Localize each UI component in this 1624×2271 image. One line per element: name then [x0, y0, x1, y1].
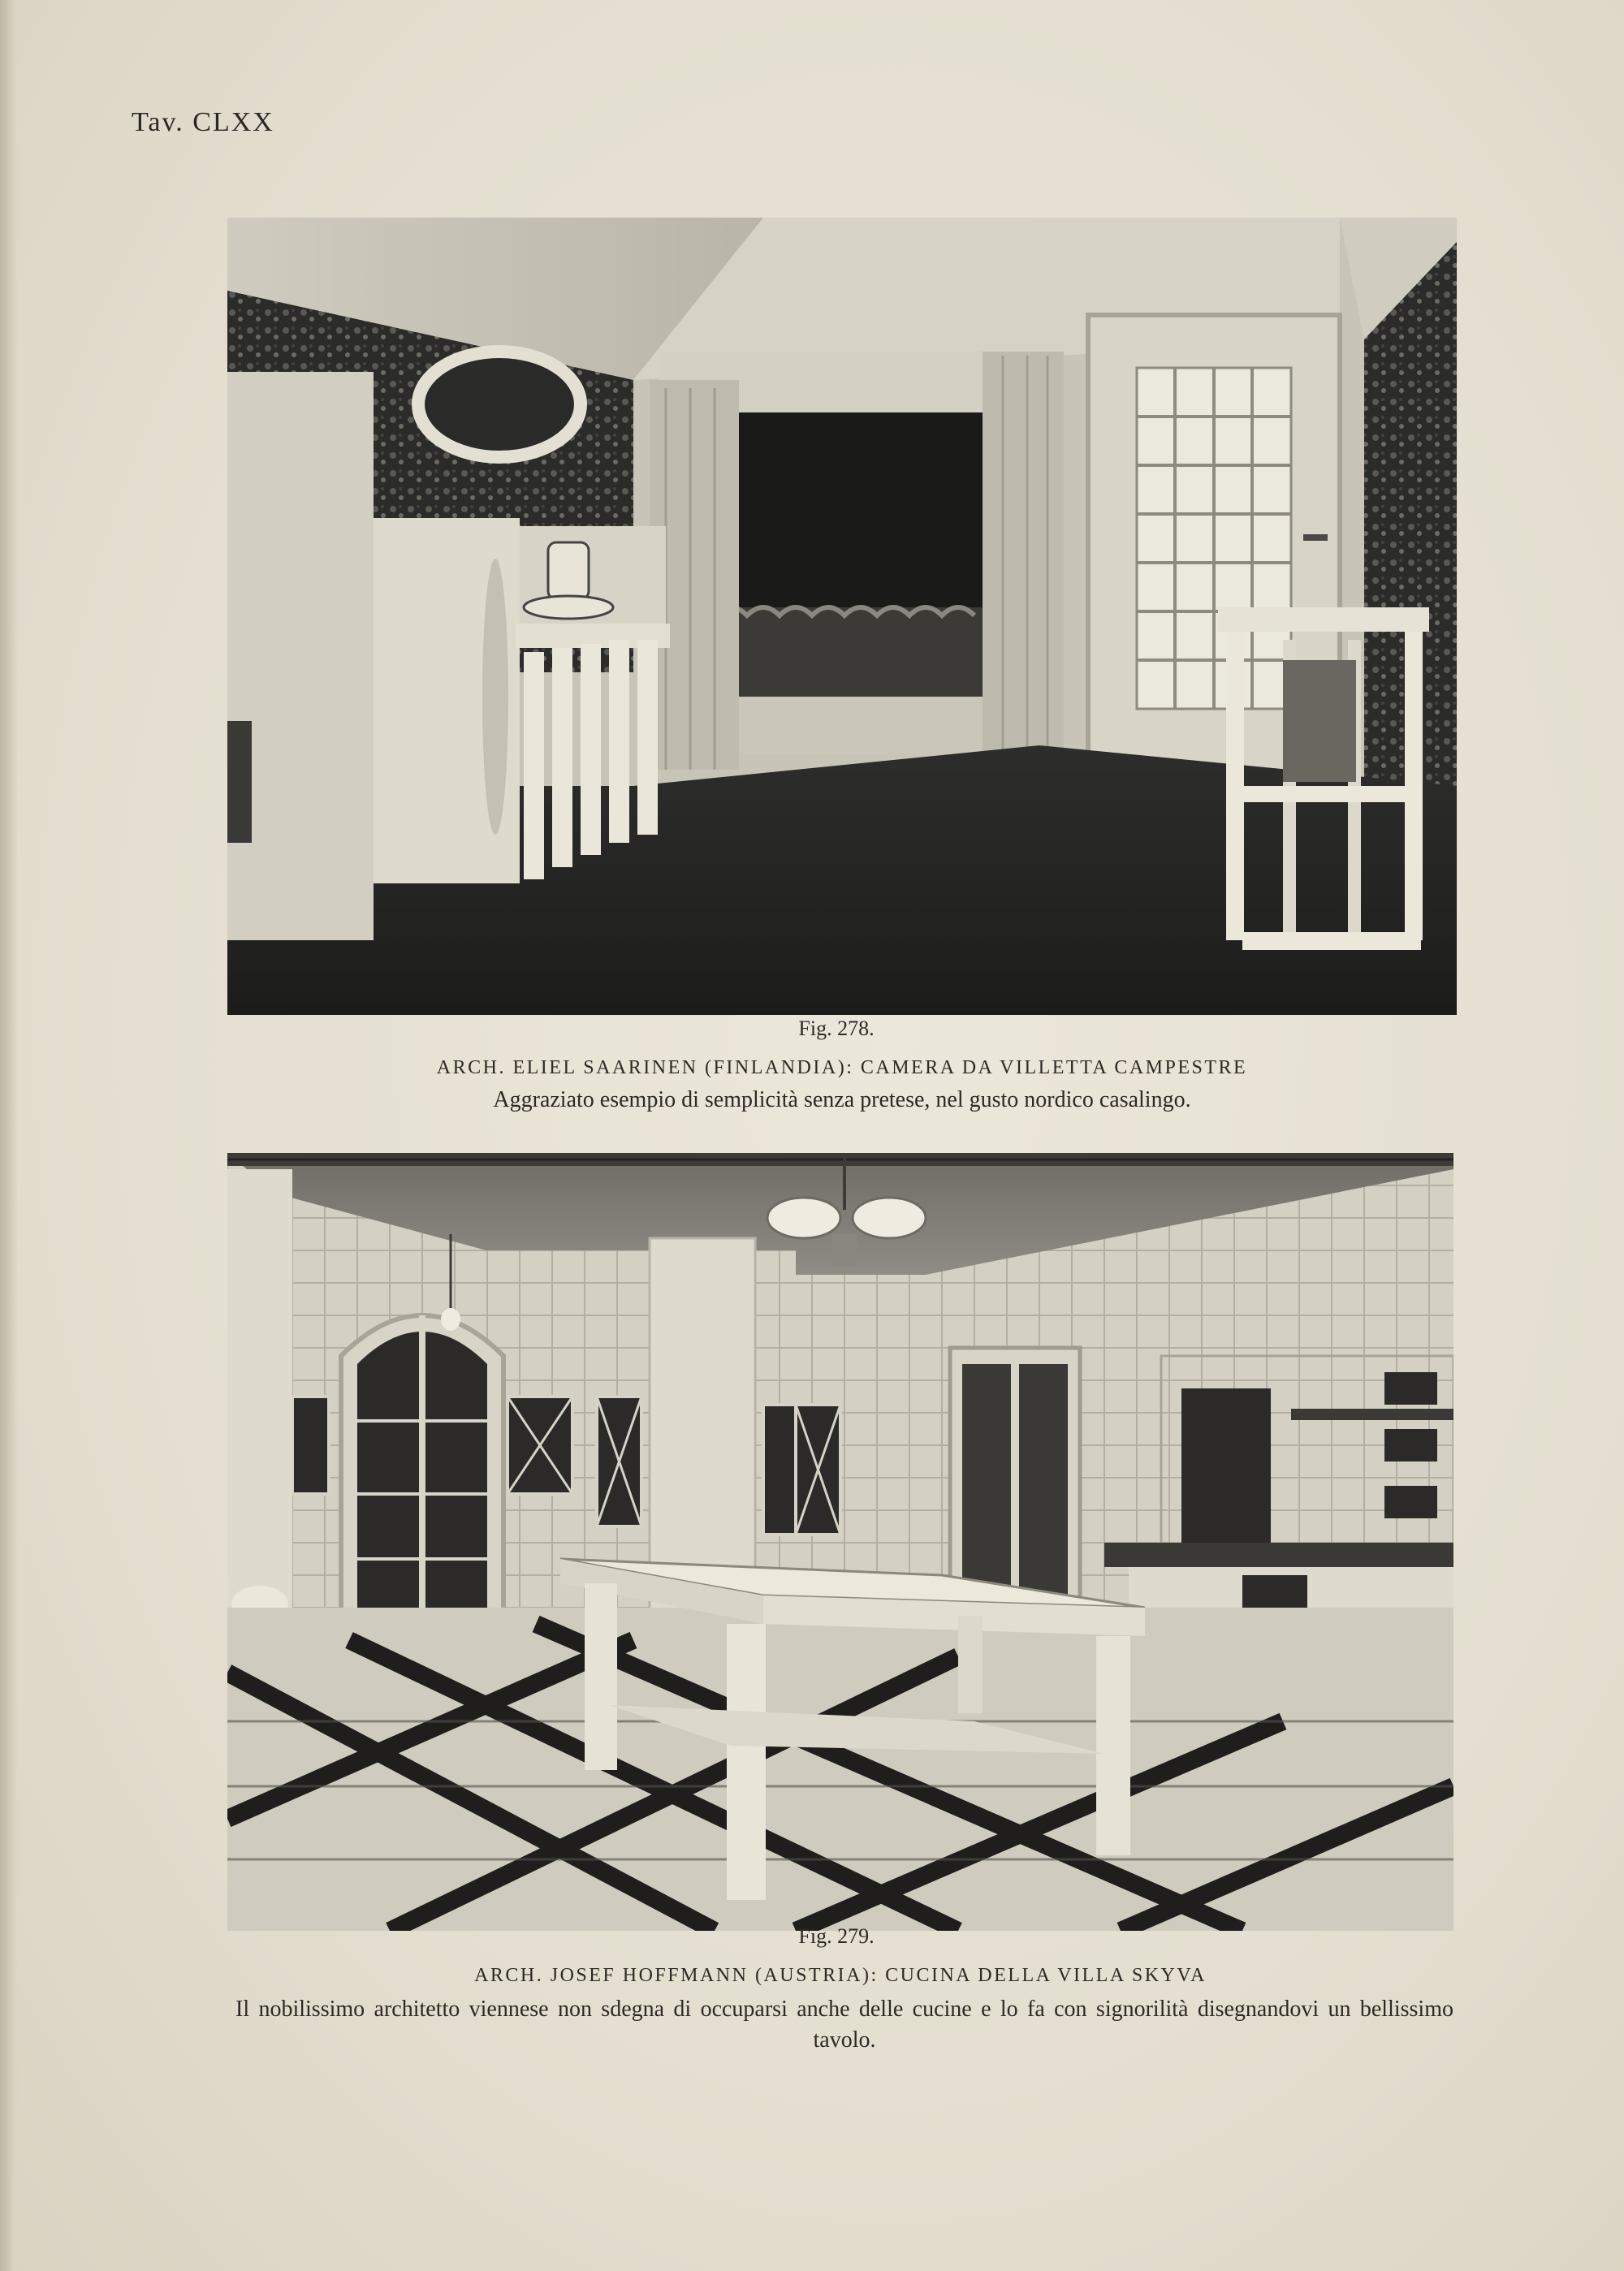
figure-279-title: ARCH. JOSEF HOFFMANN (AUSTRIA): CUCINA DELLA VILLA SKYVA — [474, 1965, 1207, 1986]
figure-278-caption: Aggraziato esempio di semplicità senza pretese, nel gusto nordico casalingo. — [493, 1087, 1191, 1112]
plate-number: Tav. CLXX — [132, 107, 274, 137]
figure-278-number: Fig. 278. — [798, 1017, 875, 1040]
figure-279-caption: Il nobilissimo architetto viennese non sdegna di occuparsi anche delle cucine e lo fa con signorilità disegnandovi un bellissimo tavolo. — [235, 1997, 1453, 2053]
figure-278-title: ARCH. ELIEL SAARINEN (FINLANDIA): CAMERA DA VILLETTA CAMPESTRE — [436, 1057, 1248, 1078]
photo-figure-279-kitchen — [227, 1153, 1453, 1931]
photo-figure-278-bedroom — [227, 218, 1457, 1015]
page-gutter-shadow — [0, 0, 18, 2271]
figure-279-number: Fig. 279. — [798, 1924, 875, 1948]
